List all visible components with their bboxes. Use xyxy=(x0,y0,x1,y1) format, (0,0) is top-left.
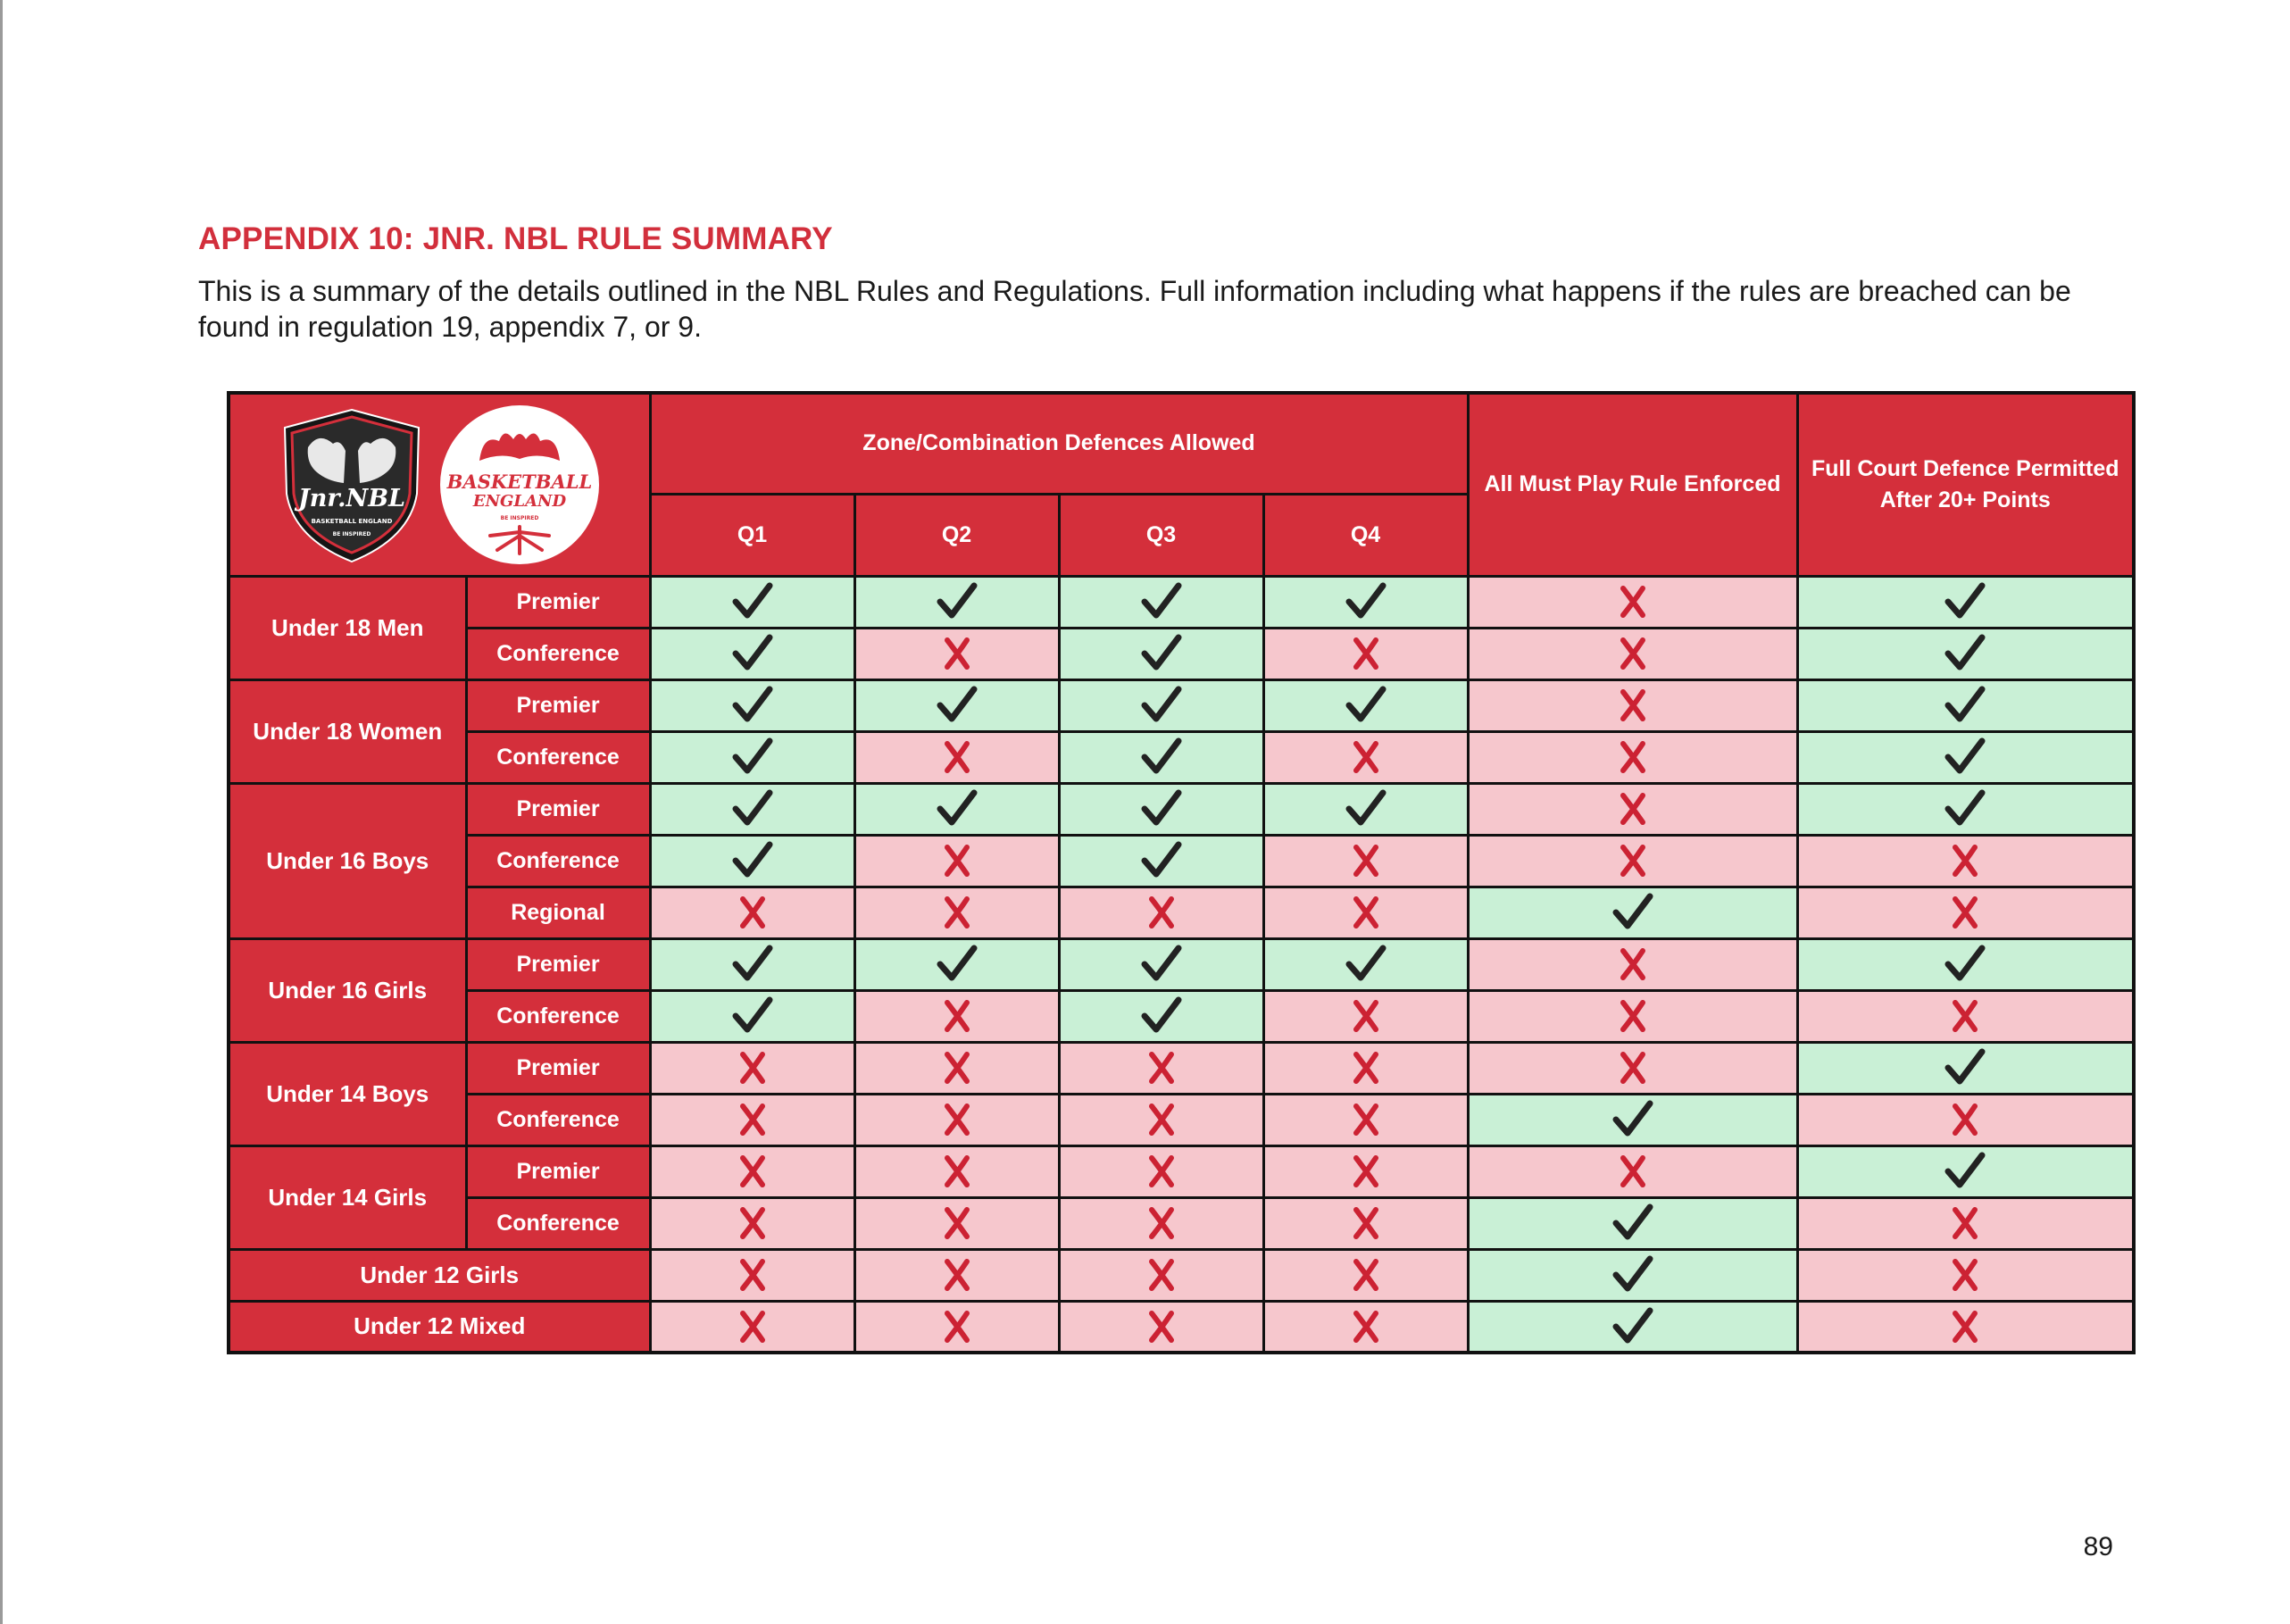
cross-icon xyxy=(1351,1050,1381,1086)
check-icon xyxy=(1141,945,1182,984)
cross-icon xyxy=(1618,843,1648,879)
table-row xyxy=(229,990,2134,1042)
check-icon xyxy=(732,996,773,1036)
cross-icon xyxy=(1950,843,1980,879)
competition-level-label: Conference xyxy=(466,1197,650,1249)
jnr-nbl-logo xyxy=(276,404,428,565)
check-icon xyxy=(732,634,773,673)
age-group-label: Under 12 Mixed xyxy=(229,1301,650,1353)
not-allowed-cell xyxy=(1059,1042,1263,1094)
age-group-label: Under 18 Women xyxy=(229,679,466,783)
allowed-cell xyxy=(1797,679,2134,731)
cross-icon xyxy=(737,1257,768,1293)
allowed-cell xyxy=(650,628,854,679)
not-allowed-cell xyxy=(854,1145,1059,1197)
zone-defences-header: Zone/Combination Defences Allowed xyxy=(650,393,1468,494)
not-allowed-cell xyxy=(1468,576,1797,628)
cross-icon xyxy=(737,1102,768,1137)
cross-icon xyxy=(1146,1153,1177,1189)
check-icon xyxy=(1345,945,1386,984)
not-allowed-cell xyxy=(1059,1249,1263,1301)
table-row xyxy=(229,628,2134,679)
allowed-cell xyxy=(650,938,854,990)
table-row xyxy=(229,731,2134,783)
cross-icon xyxy=(1146,1102,1177,1137)
table-row xyxy=(229,835,2134,887)
not-allowed-cell xyxy=(854,1249,1059,1301)
allowed-cell xyxy=(650,835,854,887)
allowed-cell xyxy=(1059,990,1263,1042)
not-allowed-cell xyxy=(650,1249,854,1301)
cross-icon xyxy=(1351,1102,1381,1137)
check-icon xyxy=(1944,945,1986,984)
check-icon xyxy=(1612,1255,1653,1295)
cross-icon xyxy=(737,895,768,930)
check-icon xyxy=(1141,789,1182,829)
check-icon xyxy=(937,582,978,621)
not-allowed-cell xyxy=(1797,887,2134,938)
age-group-label: Under 16 Boys xyxy=(229,783,466,938)
not-allowed-cell xyxy=(1797,1249,2134,1301)
cross-icon xyxy=(1618,636,1648,671)
allowed-cell xyxy=(1468,887,1797,938)
not-allowed-cell xyxy=(1263,1145,1468,1197)
not-allowed-cell xyxy=(1263,1301,1468,1353)
basketball-england-logo xyxy=(437,402,603,568)
check-icon xyxy=(1612,893,1653,932)
competition-level-label: Premier xyxy=(466,1145,650,1197)
cross-icon xyxy=(942,1309,972,1345)
check-icon xyxy=(1141,634,1182,673)
table-row xyxy=(229,1145,2134,1197)
quarter-header-q2: Q2 xyxy=(854,494,1059,576)
check-icon xyxy=(1345,789,1386,829)
table-row xyxy=(229,1042,2134,1094)
not-allowed-cell xyxy=(1263,990,1468,1042)
competition-level-label: Premier xyxy=(466,576,650,628)
not-allowed-cell xyxy=(1797,1197,2134,1249)
cross-icon xyxy=(1618,739,1648,775)
cross-icon xyxy=(737,1309,768,1345)
cross-icon xyxy=(942,1050,972,1086)
table-row xyxy=(229,783,2134,835)
table-row xyxy=(229,1094,2134,1145)
cross-icon xyxy=(1950,1309,1980,1345)
cross-icon xyxy=(1950,1102,1980,1137)
check-icon xyxy=(937,945,978,984)
svg-text:BE INSPIRED: BE INSPIRED xyxy=(332,530,371,537)
age-group-label: Under 12 Girls xyxy=(229,1249,650,1301)
cross-icon xyxy=(1146,1205,1177,1241)
not-allowed-cell xyxy=(650,1197,854,1249)
not-allowed-cell xyxy=(1263,1042,1468,1094)
not-allowed-cell xyxy=(1263,731,1468,783)
cross-icon xyxy=(1950,998,1980,1034)
age-group-label: Under 14 Girls xyxy=(229,1145,466,1249)
allowed-cell xyxy=(1263,938,1468,990)
not-allowed-cell xyxy=(854,990,1059,1042)
allowed-cell xyxy=(1059,731,1263,783)
not-allowed-cell xyxy=(854,731,1059,783)
rule-summary-table xyxy=(227,391,2136,1354)
allowed-cell xyxy=(854,938,1059,990)
check-icon xyxy=(1944,789,1986,829)
not-allowed-cell xyxy=(1263,887,1468,938)
basketball-england-line2: ENGLAND xyxy=(473,491,567,511)
check-icon xyxy=(1944,1048,1986,1087)
not-allowed-cell xyxy=(650,1094,854,1145)
competition-level-label: Premier xyxy=(466,783,650,835)
competition-level-label: Conference xyxy=(466,628,650,679)
competition-level-label: Conference xyxy=(466,835,650,887)
cross-icon xyxy=(942,1102,972,1137)
table-row xyxy=(229,1197,2134,1249)
allowed-cell xyxy=(1263,783,1468,835)
check-icon xyxy=(1612,1100,1653,1139)
competition-level-label: Conference xyxy=(466,990,650,1042)
cross-icon xyxy=(942,998,972,1034)
quarter-header-q1: Q1 xyxy=(650,494,854,576)
not-allowed-cell xyxy=(1059,887,1263,938)
cross-icon xyxy=(1618,1050,1648,1086)
cross-icon xyxy=(1618,1153,1648,1189)
cross-icon xyxy=(1618,687,1648,723)
cross-icon xyxy=(1351,843,1381,879)
check-icon xyxy=(732,945,773,984)
cross-icon xyxy=(942,1205,972,1241)
not-allowed-cell xyxy=(1468,835,1797,887)
not-allowed-cell xyxy=(1059,1094,1263,1145)
cross-icon xyxy=(1351,1205,1381,1241)
age-group-label: Under 14 Boys xyxy=(229,1042,466,1145)
not-allowed-cell xyxy=(1263,1094,1468,1145)
check-icon xyxy=(732,737,773,777)
competition-level-label: Premier xyxy=(466,679,650,731)
not-allowed-cell xyxy=(1468,783,1797,835)
must-play-rule-header: All Must Play Rule Enforced xyxy=(1468,393,1797,576)
not-allowed-cell xyxy=(1797,990,2134,1042)
table-row xyxy=(229,576,2134,628)
allowed-cell xyxy=(1468,1197,1797,1249)
not-allowed-cell xyxy=(650,1301,854,1353)
cross-icon xyxy=(737,1205,768,1241)
table-row xyxy=(229,938,2134,990)
allowed-cell xyxy=(1059,576,1263,628)
quarter-header-q3: Q3 xyxy=(1059,494,1263,576)
allowed-cell xyxy=(1797,576,2134,628)
competition-level-label: Conference xyxy=(466,731,650,783)
competition-level-label: Conference xyxy=(466,1094,650,1145)
cross-icon xyxy=(1146,1257,1177,1293)
cross-icon xyxy=(737,1153,768,1189)
check-icon xyxy=(937,789,978,829)
allowed-cell xyxy=(1263,576,1468,628)
table-row xyxy=(229,1249,2134,1301)
cross-icon xyxy=(1618,998,1648,1034)
cross-icon xyxy=(942,843,972,879)
cross-icon xyxy=(1950,1205,1980,1241)
cross-icon xyxy=(1950,1257,1980,1293)
cross-icon xyxy=(1618,791,1648,827)
allowed-cell xyxy=(1797,1145,2134,1197)
check-icon xyxy=(1345,582,1386,621)
not-allowed-cell xyxy=(650,887,854,938)
not-allowed-cell xyxy=(1263,1249,1468,1301)
allowed-cell xyxy=(1263,679,1468,731)
check-icon xyxy=(1944,1152,1986,1191)
table-row xyxy=(229,887,2134,938)
not-allowed-cell xyxy=(854,887,1059,938)
not-allowed-cell xyxy=(1468,1145,1797,1197)
allowed-cell xyxy=(1059,783,1263,835)
not-allowed-cell xyxy=(1468,938,1797,990)
allowed-cell xyxy=(854,679,1059,731)
allowed-cell xyxy=(650,679,854,731)
not-allowed-cell xyxy=(1468,628,1797,679)
cross-icon xyxy=(1351,1153,1381,1189)
check-icon xyxy=(1944,634,1986,673)
competition-level-label: Regional xyxy=(466,887,650,938)
age-group-label: Under 16 Girls xyxy=(229,938,466,1042)
allowed-cell xyxy=(1059,628,1263,679)
cross-icon xyxy=(1351,1257,1381,1293)
check-icon xyxy=(732,686,773,725)
cross-icon xyxy=(942,895,972,930)
cross-icon xyxy=(1146,1309,1177,1345)
not-allowed-cell xyxy=(854,1042,1059,1094)
cross-icon xyxy=(1351,1309,1381,1345)
age-group-label: Under 18 Men xyxy=(229,576,466,679)
check-icon xyxy=(732,841,773,880)
cross-icon xyxy=(1351,739,1381,775)
check-icon xyxy=(1944,686,1986,725)
appendix-heading: APPENDIX 10: JNR. NBL RULE SUMMARY xyxy=(198,221,833,256)
cross-icon xyxy=(1950,895,1980,930)
rule-table-body xyxy=(229,576,2134,1353)
check-icon xyxy=(1141,841,1182,880)
not-allowed-cell xyxy=(1468,990,1797,1042)
page-left-edge xyxy=(0,0,3,1624)
not-allowed-cell xyxy=(854,1094,1059,1145)
competition-level-label: Premier xyxy=(466,938,650,990)
allowed-cell xyxy=(1797,628,2134,679)
not-allowed-cell xyxy=(1059,1197,1263,1249)
check-icon xyxy=(1944,582,1986,621)
cross-icon xyxy=(1618,946,1648,982)
logo-cell xyxy=(229,393,650,576)
not-allowed-cell xyxy=(1468,679,1797,731)
allowed-cell xyxy=(1797,1042,2134,1094)
cross-icon xyxy=(1146,1050,1177,1086)
intro-paragraph: This is a summary of the details outlined in the NBL Rules and Regulations. Full information including what happens if the rules are breached can be found in regulation 19, appendix 7, or 9. xyxy=(198,275,2071,343)
page-number: 89 xyxy=(2083,1532,2113,1562)
not-allowed-cell xyxy=(1468,1042,1797,1094)
cross-icon xyxy=(942,636,972,671)
allowed-cell xyxy=(1059,835,1263,887)
allowed-cell xyxy=(1797,783,2134,835)
check-icon xyxy=(732,789,773,829)
cross-icon xyxy=(1351,895,1381,930)
not-allowed-cell xyxy=(1797,1094,2134,1145)
cross-icon xyxy=(942,1153,972,1189)
full-court-defence-header: Full Court Defence Permitted After 20+ Points xyxy=(1797,393,2134,576)
check-icon xyxy=(1612,1203,1653,1243)
svg-text:BASKETBALL ENGLAND: BASKETBALL ENGLAND xyxy=(311,517,393,525)
allowed-cell xyxy=(854,576,1059,628)
check-icon xyxy=(1141,996,1182,1036)
quarter-header-q4: Q4 xyxy=(1263,494,1468,576)
check-icon xyxy=(1345,686,1386,725)
cross-icon xyxy=(1618,584,1648,620)
not-allowed-cell xyxy=(854,1301,1059,1353)
not-allowed-cell xyxy=(1263,1197,1468,1249)
competition-level-label: Premier xyxy=(466,1042,650,1094)
not-allowed-cell xyxy=(1263,835,1468,887)
allowed-cell xyxy=(1468,1249,1797,1301)
allowed-cell xyxy=(1797,731,2134,783)
cross-icon xyxy=(1351,636,1381,671)
check-icon xyxy=(937,686,978,725)
check-icon xyxy=(1141,582,1182,621)
cross-icon xyxy=(1146,895,1177,930)
allowed-cell xyxy=(650,576,854,628)
not-allowed-cell xyxy=(1797,1301,2134,1353)
cross-icon xyxy=(942,1257,972,1293)
allowed-cell xyxy=(650,783,854,835)
jnr-nbl-logo-text: Jnr.NBL xyxy=(298,484,406,512)
check-icon xyxy=(1944,737,1986,777)
not-allowed-cell xyxy=(650,1042,854,1094)
check-icon xyxy=(1141,737,1182,777)
not-allowed-cell xyxy=(1263,628,1468,679)
check-icon xyxy=(1612,1307,1653,1346)
not-allowed-cell xyxy=(1797,835,2134,887)
not-allowed-cell xyxy=(1468,731,1797,783)
not-allowed-cell xyxy=(854,835,1059,887)
not-allowed-cell xyxy=(650,1145,854,1197)
allowed-cell xyxy=(1468,1301,1797,1353)
check-icon xyxy=(732,582,773,621)
cross-icon xyxy=(737,1050,768,1086)
cross-icon xyxy=(942,739,972,775)
allowed-cell xyxy=(1797,938,2134,990)
allowed-cell xyxy=(854,783,1059,835)
not-allowed-cell xyxy=(854,1197,1059,1249)
not-allowed-cell xyxy=(1059,1301,1263,1353)
allowed-cell xyxy=(1059,679,1263,731)
allowed-cell xyxy=(1468,1094,1797,1145)
allowed-cell xyxy=(650,731,854,783)
allowed-cell xyxy=(1059,938,1263,990)
cross-icon xyxy=(1351,998,1381,1034)
check-icon xyxy=(1141,686,1182,725)
basketball-england-line1: BASKETBALL xyxy=(446,470,593,493)
not-allowed-cell xyxy=(854,628,1059,679)
svg-text:BE INSPIRED: BE INSPIRED xyxy=(500,514,539,521)
table-row xyxy=(229,679,2134,731)
table-row xyxy=(229,1301,2134,1353)
allowed-cell xyxy=(650,990,854,1042)
not-allowed-cell xyxy=(1059,1145,1263,1197)
